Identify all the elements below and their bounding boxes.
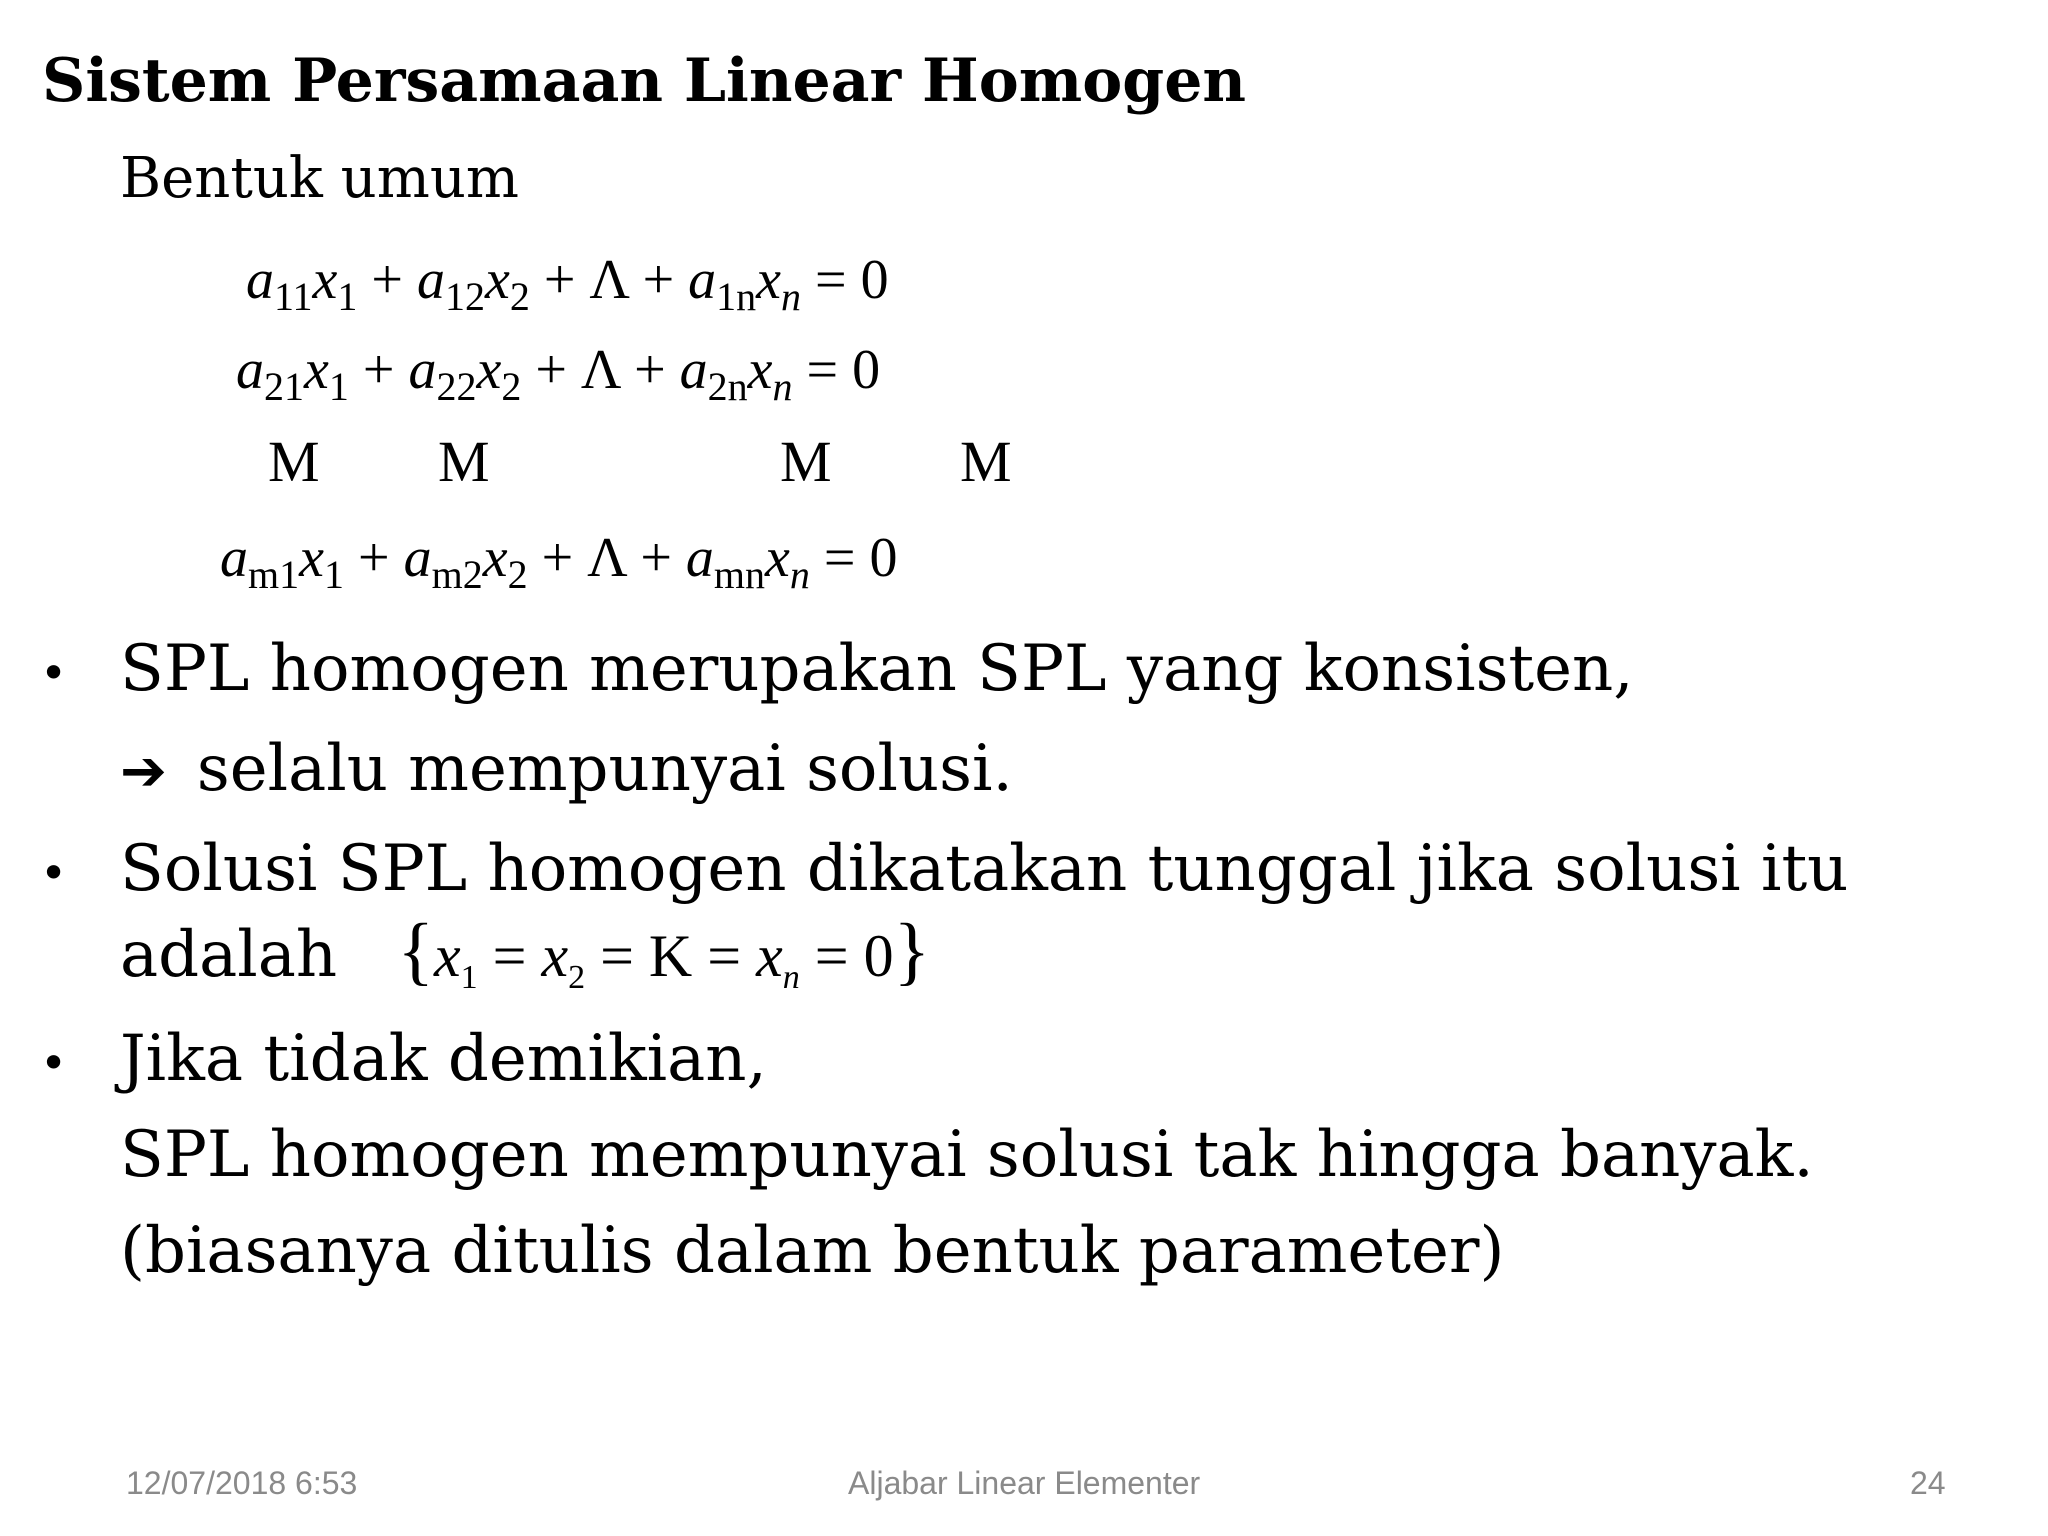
equation-row-3: $a_{m1}x_1 + a_{m2}x_2 + \Lambda + a_{mn}x_n = 0$ bbox=[220, 527, 898, 597]
slide-title: Sistem Persamaan Linear Homogen bbox=[42, 46, 1246, 116]
vdots-col-3: M bbox=[780, 429, 832, 494]
bullet-2-line-1: Solusi SPL homogen dikatakan tunggal jika solusi itu bbox=[120, 832, 1849, 906]
bullet-1-line-1: SPL homogen merupakan SPL yang konsisten, bbox=[120, 632, 1634, 706]
bullet-dot-2: • bbox=[40, 846, 68, 900]
bullet-3-line-1: Jika tidak demikian, bbox=[120, 1022, 767, 1096]
footer-page-number: 24 bbox=[1910, 1465, 1946, 1501]
bullet-2-line-2-text: adalah bbox=[120, 918, 338, 992]
bullet-1-line-2-text: selalu mempunyai solusi. bbox=[196, 732, 1013, 806]
vdots-col-1: M bbox=[268, 429, 320, 494]
bullet-1-line-2 bbox=[120, 732, 1013, 806]
right-arrow-icon: ➔ bbox=[120, 739, 167, 804]
footer-date: 12/07/2018 6:53 bbox=[126, 1465, 358, 1501]
bullet-2-line-2 bbox=[120, 908, 930, 995]
bullet-dot-3: • bbox=[40, 1036, 68, 1090]
equation-row-2: $a_{21}x_1 + a_{22}x_2 + \Lambda + a_{2n}x_n = 0$ bbox=[236, 339, 881, 409]
footer-course: Aljabar Linear Elementer bbox=[848, 1465, 1201, 1501]
bullet-3-line-2: SPL homogen mempunyai solusi tak hingga banyak. bbox=[120, 1118, 1814, 1192]
vdots-col-4: M bbox=[960, 429, 1012, 494]
equation-row-1: $a_{11}x_1 + a_{12}x_2 + \Lambda + a_{1n}x_n = 0$ bbox=[246, 249, 889, 319]
bullet-dot-1: • bbox=[40, 646, 68, 700]
vdots-col-2: M bbox=[438, 429, 490, 494]
bullet-3-line-3: (biasanya ditulis dalam bentuk parameter) bbox=[120, 1214, 1505, 1288]
slide-subtitle: Bentuk umum bbox=[120, 146, 519, 211]
solution-set-formula: $\{x_1 = x_2 = K = x_n = 0\}$ bbox=[397, 909, 931, 996]
